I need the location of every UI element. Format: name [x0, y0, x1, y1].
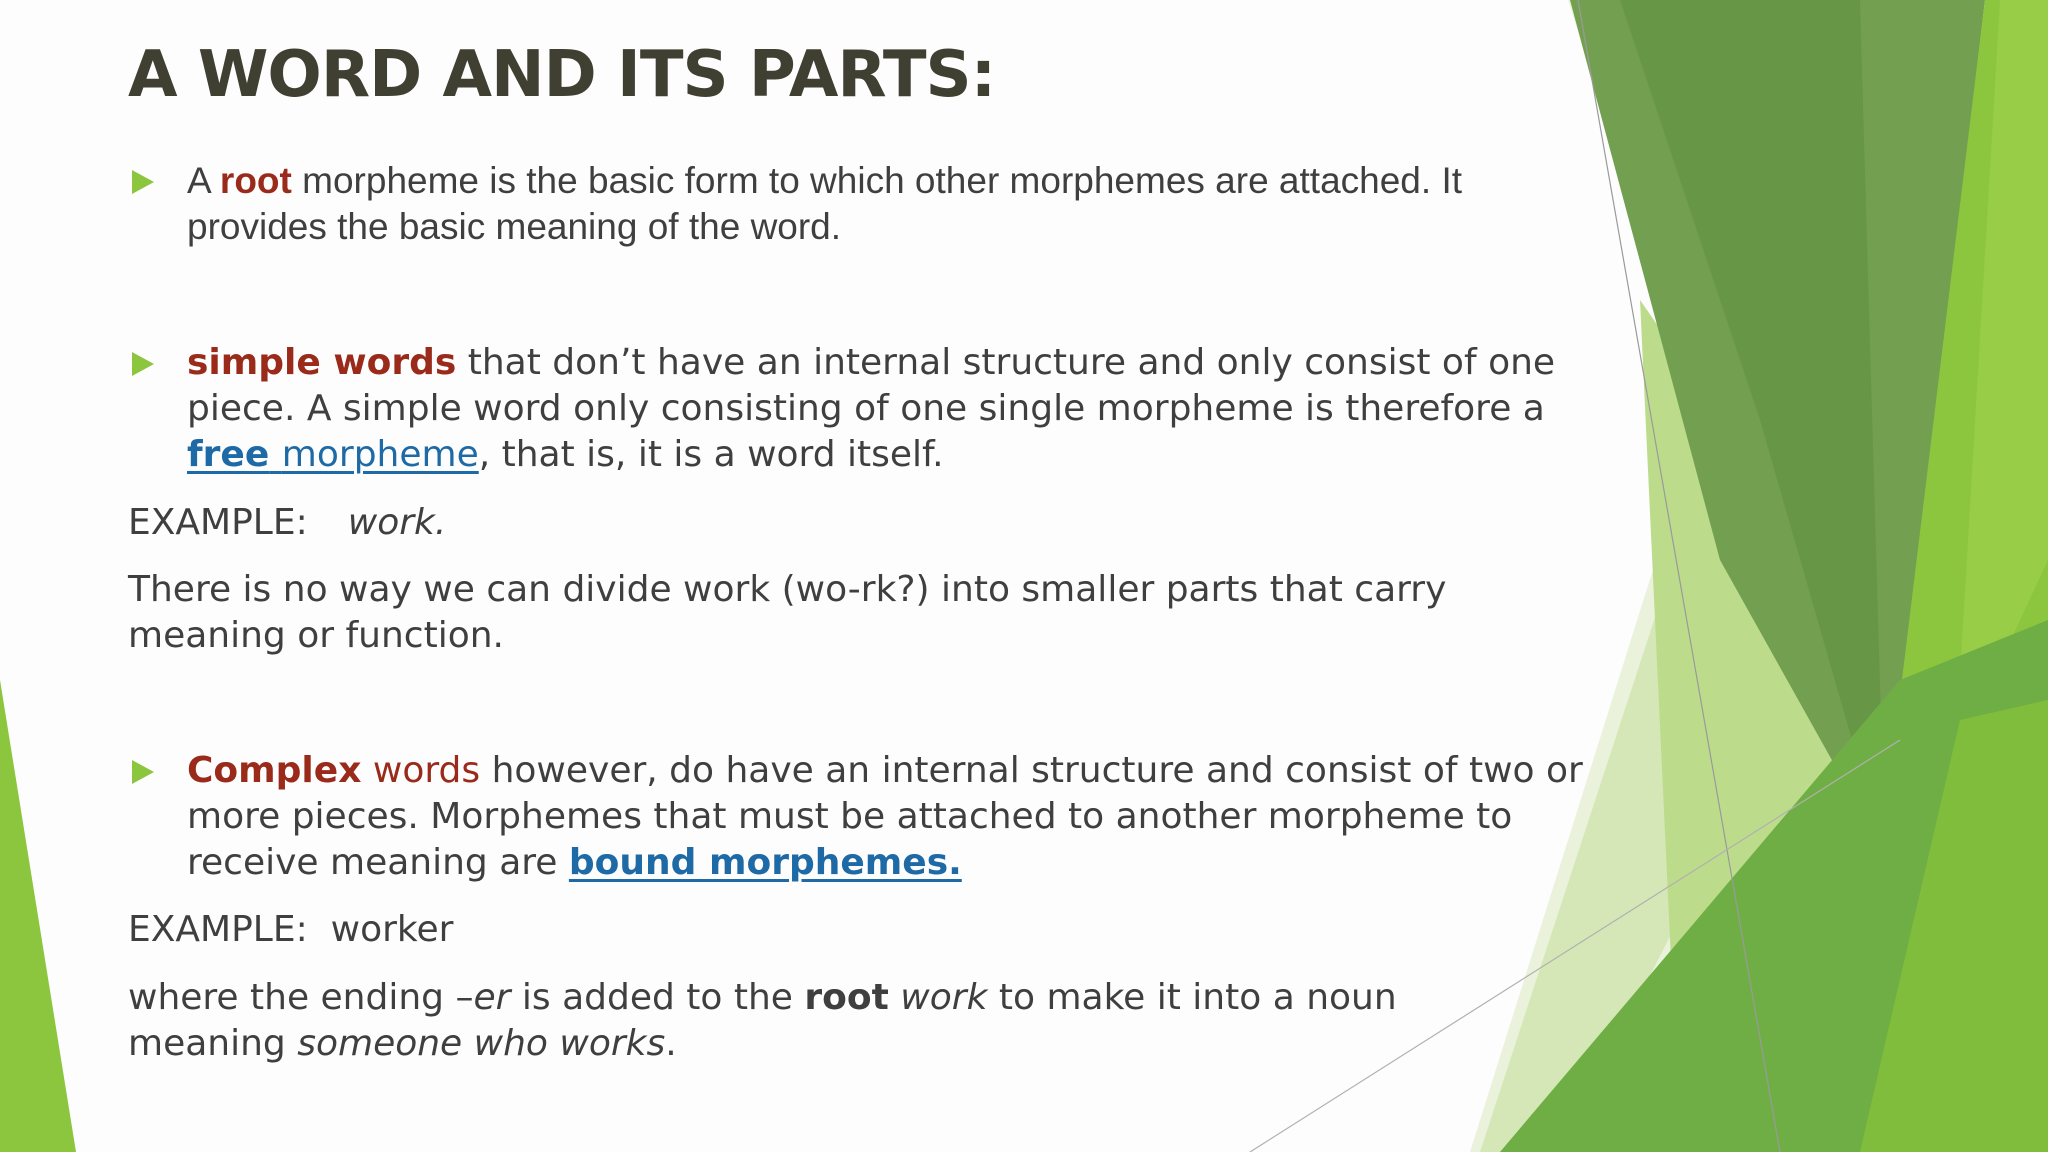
- complex-keyword: Complex: [187, 750, 362, 791]
- left-green-sliver: [0, 680, 76, 1152]
- free-morpheme-link-rest: morpheme: [281, 434, 479, 475]
- simple-words-text: that don’t have an internal structure and only consist of one piece. A simple word only consisting of one single morpheme is therefore a: [187, 342, 1556, 429]
- meaning-italic: someone who works: [297, 1023, 666, 1064]
- example-label: EXAMPLE:: [128, 909, 308, 950]
- bullet-simple-words: [128, 340, 1607, 478]
- simple-words-after-link: , that is, it is a word itself.: [478, 434, 944, 475]
- complex-words-text: however, do have an internal structure and consist of two or more pieces. Morphemes that must be attached to another morpheme to receive meaning are: [187, 750, 1583, 883]
- explanation-worker-t1: where the ending –: [128, 977, 474, 1018]
- example-worker: [128, 907, 1548, 953]
- slide-title: A WORD AND ITS PARTS:: [128, 38, 996, 112]
- free-morpheme-link[interactable]: [187, 434, 479, 475]
- bullet-arrow-icon: [132, 352, 154, 376]
- suffix-er: er: [473, 977, 511, 1018]
- bullet-arrow-icon: [132, 170, 154, 194]
- explanation-work: There is no way we can divide work (wo-rk?) into smaller parts that carry meaning or function.: [128, 569, 1447, 656]
- example-word: work.: [347, 502, 447, 543]
- bound-morphemes-link[interactable]: bound morphemes.: [568, 842, 962, 883]
- simple-words-keyword: simple words: [187, 342, 457, 383]
- explanation-worker-end: .: [665, 1023, 677, 1064]
- root-keyword: root: [219, 160, 292, 201]
- example-work: [128, 500, 1548, 546]
- bullet-root: [128, 158, 1607, 250]
- explanation-worker-t2: is added to the: [521, 977, 793, 1018]
- example-word: worker: [330, 909, 454, 950]
- complex-words-keyword: words: [372, 750, 481, 791]
- example-label: EXAMPLE:: [128, 502, 308, 543]
- explanation-worker-t3: to make it into a noun meaning: [128, 977, 1397, 1064]
- explanation-worker: [128, 975, 1448, 1067]
- root-bold: root: [804, 977, 889, 1018]
- bullet-root-text: morpheme is the basic form to which other morphemes are attached. It provides the basic meaning of the word.: [187, 160, 1463, 247]
- bullet-arrow-icon: [132, 760, 154, 784]
- free-morpheme-link-bold: free: [187, 434, 270, 475]
- work-italic: work: [900, 977, 988, 1018]
- bullet-root-prefix: A: [187, 160, 210, 201]
- bullet-complex-words: [128, 748, 1607, 886]
